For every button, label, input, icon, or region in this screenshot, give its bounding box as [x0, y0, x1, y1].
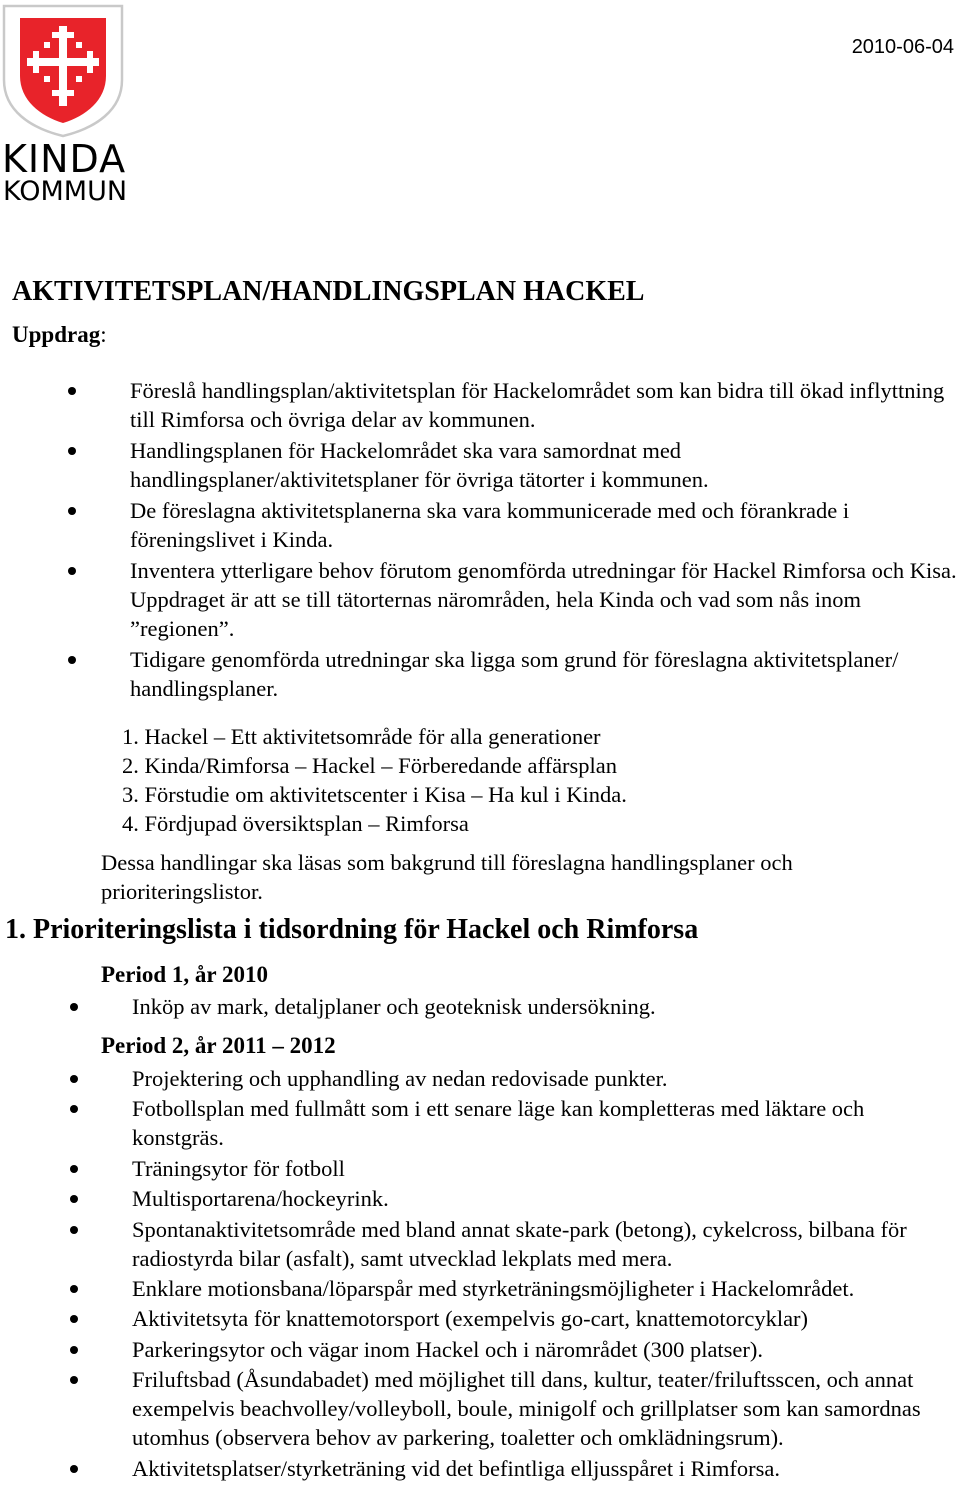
- bullet-icon: [70, 1226, 78, 1234]
- list-item-text: Enklare motionsbana/löparspår med styrketräningsmöjligheter i Hackelområdet.: [132, 1275, 855, 1301]
- list-item-text: Föreslå handlingsplan/aktivitetsplan för Hackelområdet som kan bidra till ökad inflyttning till Rimforsa och övriga delar av kommunen.: [130, 378, 945, 432]
- bullet-icon: [70, 1075, 78, 1083]
- list-item: [100, 1094, 960, 1152]
- bullet-icon: [68, 447, 76, 455]
- task-label-colon: :: [100, 322, 107, 347]
- list-item: [98, 496, 958, 554]
- task-bullet-list: [98, 376, 958, 705]
- list-item: [98, 376, 958, 434]
- list-item: [100, 1454, 960, 1483]
- list-item-text: Spontanaktivitetsområde med bland annat skate-park (betong), cykelcross, bilbana för radiostyrda bilar (asfalt), samt utvecklad lekplats med mera.: [132, 1216, 907, 1271]
- studies-numbered-list: [122, 722, 627, 838]
- document-date: 2010-06-04: [851, 36, 954, 58]
- list-item-text: Aktivitetsplatser/styrketräning vid det befintliga elljusspåret i Rimforsa.: [132, 1455, 780, 1481]
- logo-name: KINDA: [2, 137, 127, 181]
- list-item: [98, 556, 958, 643]
- study-item: 1. Hackel – Ett aktivitetsområde för alla generationer: [122, 724, 601, 749]
- list-item-text: De föreslagna aktivitetsplanerna ska vara kommunicerade med och förankrade i föreningslivet i Kinda.: [130, 498, 850, 552]
- bullet-icon: [70, 1346, 78, 1354]
- document-title: AKTIVITETSPLAN/HANDLINGSPLAN HACKEL: [12, 276, 645, 307]
- coat-of-arms-icon: [0, 2, 126, 138]
- logo-subtitle: KOMMUN: [3, 176, 128, 207]
- study-item: 2. Kinda/Rimforsa – Hackel – Förberedande affärsplan: [122, 753, 618, 778]
- list-item: [100, 1365, 960, 1452]
- list-item-text: Projektering och upphandling av nedan redovisade punkter.: [132, 1066, 668, 1091]
- bullet-icon: [70, 1376, 78, 1384]
- list-item-text: Inventera ytterligare behov förutom genomförda utredningar för Hackel Rimforsa och Kisa. Uppdraget är att se till tätorternas närområden, hela Kinda och vad som nås inom ”regionen”.: [130, 558, 957, 641]
- list-item: [98, 645, 958, 703]
- kinda-kommun-logo: [0, 2, 130, 212]
- bullet-icon: [70, 1465, 78, 1473]
- bullet-icon: [68, 507, 76, 515]
- bullet-icon: [70, 1003, 78, 1011]
- list-item-text: Fotbollsplan med fullmått som i ett senare läge kan kompletteras med läktare och konstgräs.: [132, 1096, 865, 1151]
- period-2-list: [100, 1064, 960, 1484]
- bullet-icon: [70, 1105, 78, 1113]
- study-item: 4. Fördjupad översiktsplan – Rimforsa: [122, 811, 469, 836]
- bullet-icon: [68, 567, 76, 575]
- bullet-icon: [70, 1165, 78, 1173]
- list-item: [100, 1304, 960, 1333]
- list-item: [100, 1274, 960, 1303]
- list-item: [100, 1184, 960, 1213]
- list-item-text: Parkeringsytor och vägar inom Hackel och i närområdet (300 platser).: [132, 1336, 764, 1362]
- list-item: [100, 1154, 960, 1183]
- bullet-icon: [68, 387, 76, 395]
- list-item-text: Träningsytor för fotboll: [132, 1155, 345, 1181]
- bullet-icon: [68, 656, 76, 664]
- list-item-text: Aktivitetsyta för knattemotorsport (exempelvis go-cart, knattemotorcyklar): [132, 1306, 809, 1332]
- list-item: [100, 992, 960, 1021]
- list-item: [100, 1064, 960, 1093]
- period-1-heading: Period 1, år 2010: [101, 962, 268, 987]
- task-label: [12, 322, 107, 348]
- period-2-heading: Period 2, år 2011 – 2012: [101, 1033, 336, 1058]
- list-item-text: Multisportarena/hockeyrink.: [132, 1186, 389, 1212]
- section-heading: 1. Prioriteringslista i tidsordning för Hackel och Rimforsa: [5, 914, 699, 945]
- list-item: [100, 1335, 960, 1364]
- list-item: [98, 436, 958, 494]
- bullet-icon: [70, 1195, 78, 1203]
- study-item: 3. Förstudie om aktivitetscenter i Kisa – Ha kul i Kinda.: [122, 782, 627, 807]
- background-note: Dessa handlingar ska läsas som bakgrund till föreslagna handlingsplaner och prioriteringslistor.: [101, 850, 793, 904]
- list-item-text: Handlingsplanen för Hackelområdet ska vara samordnat med handlingsplaner/aktivitetsplaner för övriga tätorter i kommunen.: [130, 438, 709, 492]
- list-item-text: Friluftsbad (Åsundabadet) med möjlighet till dans, kultur, teater/friluftsscen, och annat exempelvis beachvolley/volleyboll, boule, minigolf och grillplatser som kan samordnas utomhus (observera behov av parkering, toaletter och omklädningsrum).: [132, 1367, 921, 1451]
- bullet-icon: [70, 1285, 78, 1293]
- period-1-list: [100, 992, 960, 1021]
- list-item: [100, 1215, 960, 1273]
- list-item-text: Inköp av mark, detaljplaner och geoteknisk undersökning.: [132, 994, 656, 1019]
- list-item-text: Tidigare genomförda utredningar ska ligga som grund för föreslagna aktivitetsplaner/ handlingsplaner.: [130, 647, 899, 701]
- task-label-text: Uppdrag: [12, 322, 101, 347]
- bullet-icon: [70, 1315, 78, 1323]
